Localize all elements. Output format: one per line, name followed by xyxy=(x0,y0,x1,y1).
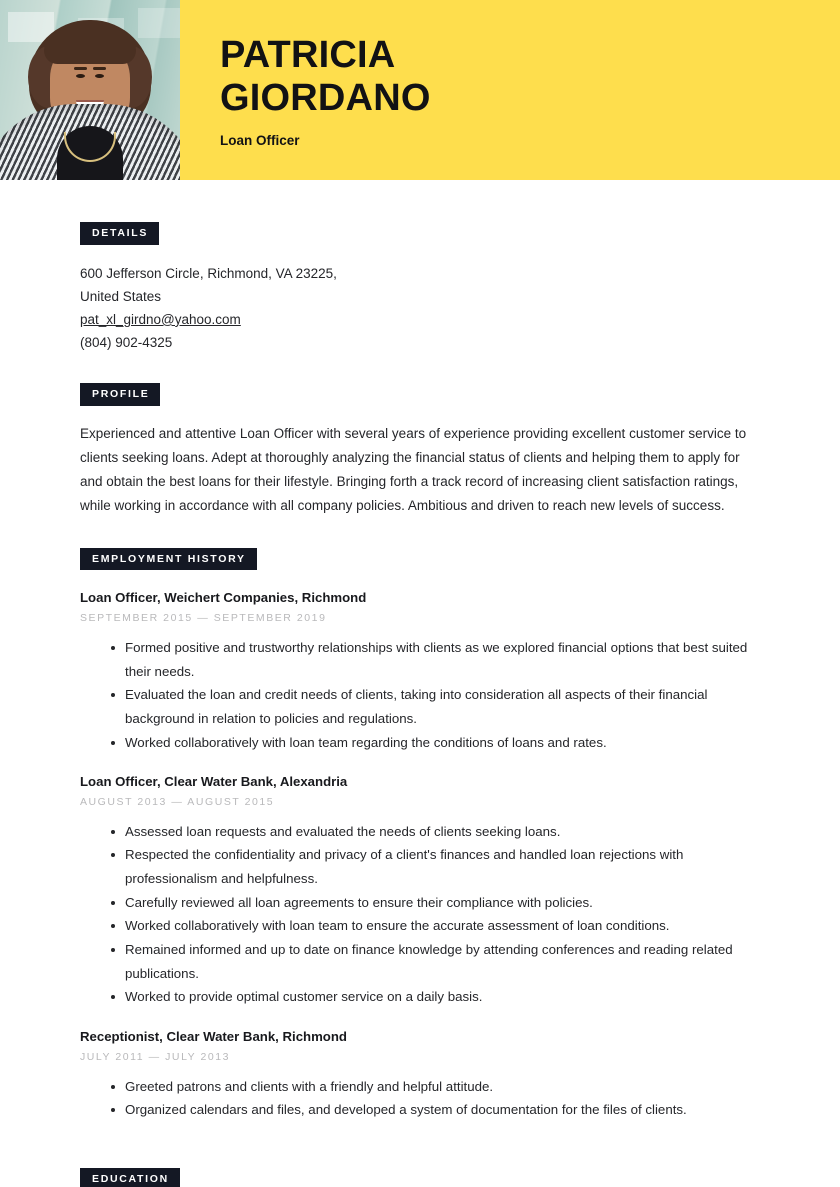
job-bullets xyxy=(80,636,762,754)
profile-photo xyxy=(0,0,180,180)
resume-header xyxy=(0,0,840,180)
eye-left xyxy=(76,74,85,78)
list-item: Respected the confidentiality and privacy of a client's finances and handled loan rejections with professionalism and helpfulness. xyxy=(111,843,762,890)
job-title: Loan Officer, Weichert Companies, Richmond xyxy=(80,590,367,606)
first-name: PATRICIA xyxy=(220,34,396,76)
list-item: Organized calendars and files, and developed a system of documentation for the files of clients. xyxy=(111,1098,762,1122)
job-entry xyxy=(80,772,762,1009)
job-entry xyxy=(80,1027,762,1122)
address-line-2: United States xyxy=(80,288,162,304)
job-entry xyxy=(80,588,762,754)
details-section xyxy=(80,222,762,354)
profile-heading: PROFILE xyxy=(80,383,160,406)
job-dates: JULY 2011 — JULY 2013 xyxy=(80,1050,231,1063)
list-item: Greeted patrons and clients with a friendly and helpful attitude. xyxy=(111,1075,762,1099)
education-section xyxy=(80,1168,762,1187)
job-dates: SEPTEMBER 2015 — SEPTEMBER 2019 xyxy=(80,612,327,625)
phone-number: (804) 902-4325 xyxy=(80,335,173,351)
details-heading: DETAILS xyxy=(80,222,159,245)
eyebrow-right xyxy=(93,67,106,70)
job-bullets xyxy=(80,820,762,1009)
header-yellow-band xyxy=(180,0,840,180)
list-item: Formed positive and trustworthy relationships with clients as we explored financial options that best suited their needs. xyxy=(111,636,762,683)
list-item: Evaluated the loan and credit needs of clients, taking into consideration all aspects of their financial background in relation to policies and regulations. xyxy=(111,683,762,730)
job-dates: AUGUST 2013 — AUGUST 2015 xyxy=(80,796,275,809)
list-item: Assessed loan requests and evaluated the needs of clients seeking loans. xyxy=(111,820,762,844)
profile-section xyxy=(80,383,762,518)
list-item: Worked collaboratively with loan team to ensure the accurate assessment of loan conditions. xyxy=(111,914,762,938)
job-title: Loan Officer, Clear Water Bank, Alexandria xyxy=(80,774,348,790)
eyebrow-left xyxy=(74,67,87,70)
list-item: Worked to provide optimal customer service on a daily basis. xyxy=(111,985,762,1009)
employment-section xyxy=(80,548,762,1122)
job-title: Receptionist, Clear Water Bank, Richmond xyxy=(80,1029,347,1045)
header-job-title: Loan Officer xyxy=(220,133,300,149)
list-item: Remained informed and up to date on finance knowledge by attending conferences and reading related publications. xyxy=(111,938,762,985)
eye-right xyxy=(95,74,104,78)
resume-body xyxy=(0,180,840,1187)
list-item: Carefully reviewed all loan agreements to ensure their compliance with policies. xyxy=(111,891,762,915)
employment-heading: EMPLOYMENT HISTORY xyxy=(80,548,257,571)
last-name: GIORDANO xyxy=(220,76,431,119)
hair-fringe xyxy=(44,30,136,64)
list-item: Worked collaboratively with loan team regarding the conditions of loans and rates. xyxy=(111,731,762,755)
email-link[interactable]: pat_xl_girdno@yahoo.com xyxy=(80,311,241,327)
job-bullets xyxy=(80,1075,762,1122)
education-heading: EDUCATION xyxy=(80,1168,180,1187)
page-title xyxy=(220,34,840,119)
details-list xyxy=(80,262,762,355)
address-line-1: 600 Jefferson Circle, Richmond, VA 23225, xyxy=(80,265,337,281)
profile-text: Experienced and attentive Loan Officer with several years of experience providing excellent customer service to clients seeking loans. Adept at thoroughly analyzing the financial status of clients and helping them to apply for and obtain the best loans for their lifestyle. Bringing forth a track record of increasing client satisfaction ratings, while working in accordance with all company policies. Ambitious and driven to reach new levels of success. xyxy=(80,425,747,513)
